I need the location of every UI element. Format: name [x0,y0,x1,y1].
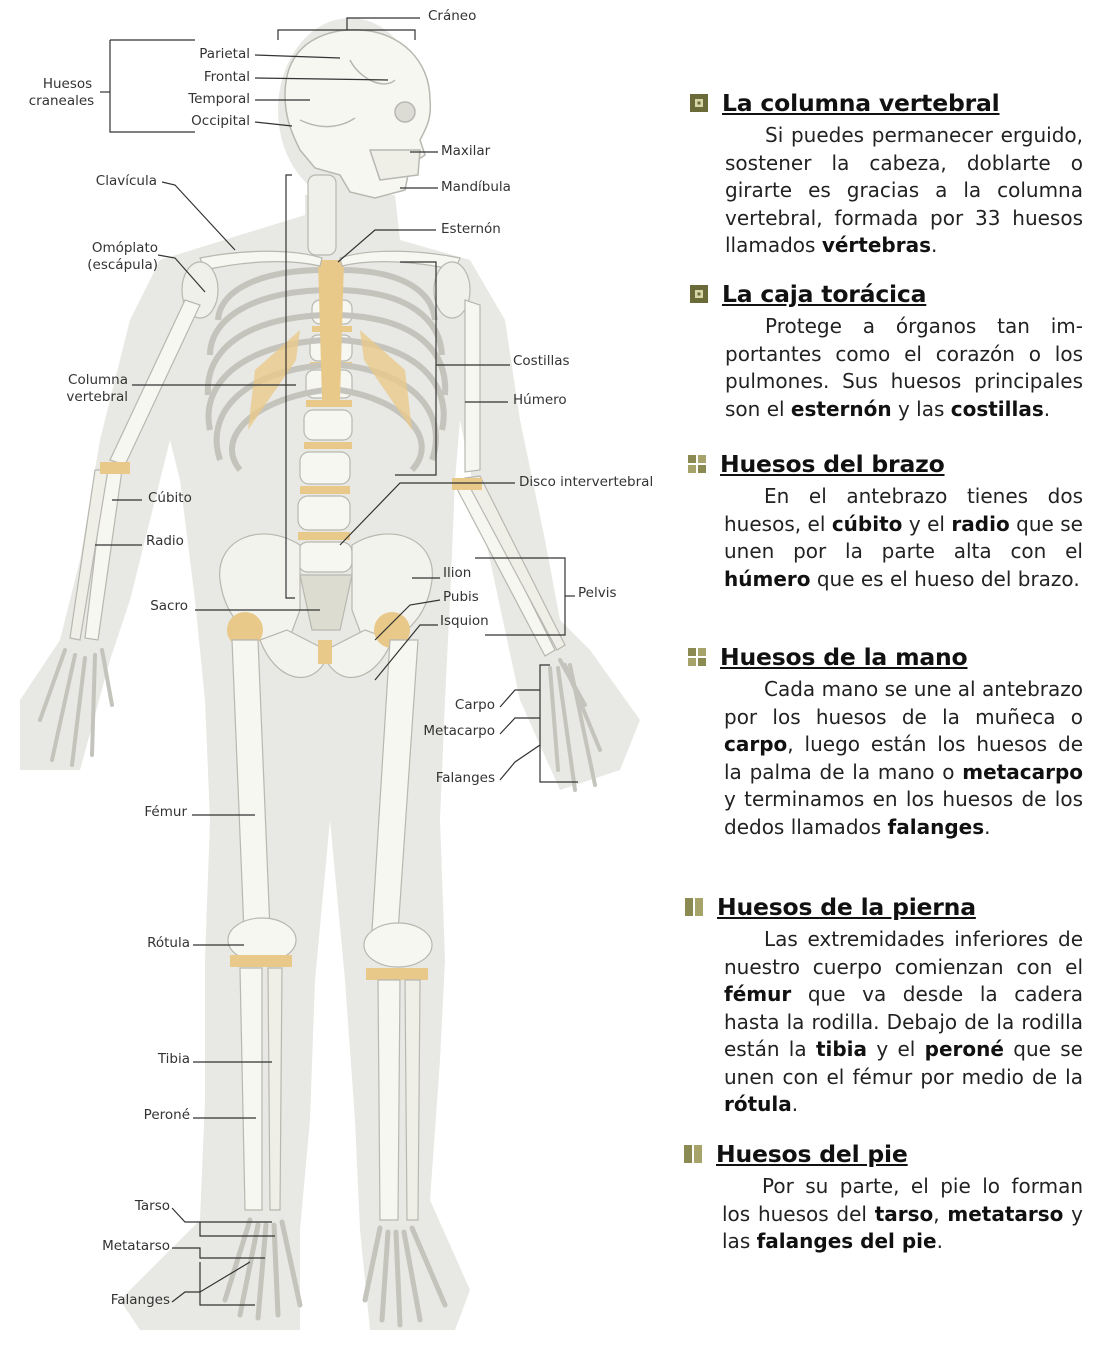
label-parietal: Parietal [199,46,250,62]
four-square-bullet-icon [688,455,706,473]
body-text: . [931,233,938,257]
section-body [725,313,1083,423]
bold-term: tarso [874,1201,934,1226]
section-columna-vertebral [690,88,1083,260]
two-bar-bullet-icon [685,898,703,916]
label-falanges-pie: Falanges [110,1292,170,1308]
label-cubito: Cúbito [148,490,192,506]
label-tibia: Tibia [157,1051,190,1067]
body-text: Las extremidades inferiores de nuestro cuerpo comienzan con el [724,927,1083,979]
section-body [724,483,1083,593]
label-sacro: Sacro [150,598,188,614]
body-text: que se unen con el fémur por medio de la [724,1037,1083,1089]
bold-term: falanges del pie [756,1229,937,1253]
bold-term: metacarpo [962,759,1083,784]
label-metacarpo: Metacarpo [423,723,495,739]
label-disco-intervertebral: Disco intervertebral [519,474,654,490]
two-bar-bullet-icon [684,1145,702,1163]
body-text: , luego están los huesos de la palma de la mano o [724,732,1083,784]
bold-term: falanges [887,814,985,839]
label-clavicula: Clavícula [95,173,157,189]
section-title: Huesos del pie [716,1140,908,1168]
label-carpo: Carpo [454,697,495,713]
section-huesos-pierna [685,892,1083,1119]
section-caja-toracica [690,279,1083,423]
label-temporal: Temporal [188,91,250,107]
body-text: y el [867,1037,925,1061]
bold-term: radio [951,511,1010,536]
body-text: . [936,1229,943,1253]
bold-term: húmero [724,566,811,591]
section-title: La caja torácica [722,280,927,308]
bold-term: carpo [724,732,788,756]
section-body [724,926,1083,1119]
section-title: Huesos de la pierna [717,893,976,921]
label-costillas: Costillas [513,353,570,369]
section-body [722,1173,1083,1256]
square-bullet-dot-icon [690,94,708,112]
bold-term: costillas [950,396,1044,421]
label-femur: Fémur [144,804,187,820]
label-isquion: Isquion [440,613,489,629]
section-title: La columna vertebral [722,89,1000,117]
body-text: y el [902,511,952,536]
section-body [724,676,1083,841]
label-rotula: Rótula [147,935,190,951]
body-text: que es el hueso del brazo. [810,566,1080,591]
label-ilion: Ilion [443,565,472,581]
label-metatarso: Metatarso [102,1238,170,1254]
four-square-bullet-icon [688,648,706,666]
square-bullet-dot-icon [690,285,708,303]
bold-term: peroné [924,1037,1004,1061]
label-radio: Radio [146,533,184,549]
label-humero: Húmero [513,392,567,408]
body-text: Si puedes permanecer erguido, sostener la cabeza, doblarte o girarte es gracias a la columna vertebral, formada por 33 huesos llamados [725,123,1083,257]
label-columna-1: Columna [68,372,128,388]
body-text: . [984,814,991,839]
body-text: Por su parte, el pie lo forman los huesos del [722,1174,1083,1226]
label-occipital: Occipital [191,113,250,129]
bold-term: fémur [724,982,792,1006]
body-text: . [791,1092,799,1116]
label-esternon: Esternón [441,221,501,237]
label-huesos-craneales-2: craneales [28,93,95,109]
section-huesos-pie [684,1139,1083,1256]
body-text: En el antebrazo tienes dos huesos, el [724,484,1083,536]
label-perone: Peroné [143,1107,190,1123]
bold-term: vértebras [821,233,931,257]
text-panel [680,0,1112,1356]
section-title: Huesos del brazo [720,450,945,478]
bold-term: cúbito [831,511,903,536]
label-maxilar: Maxilar [441,143,491,159]
section-title: Huesos de la mano [720,643,968,671]
section-huesos-brazo [688,449,1083,593]
label-columna-2: vertebral [66,389,128,405]
section-body [725,122,1083,260]
body-text: . [1043,396,1051,421]
label-frontal: Frontal [203,69,250,85]
bold-term: metatarso [947,1201,1064,1226]
label-falanges-mano: Falanges [435,770,495,786]
label-omoplato-1: Omóplato [91,240,158,256]
section-huesos-mano [688,642,1083,841]
bold-term: tibia [815,1037,868,1061]
body-text: y terminamos en los huesos de los dedos llamados [724,787,1083,839]
bold-term: esternón [790,396,892,421]
label-pubis: Pubis [443,589,479,605]
body-text: Cada mano se une al antebrazo por los huesos de la muñeca o [724,677,1083,729]
label-tarso: Tarso [134,1198,170,1214]
body-text: Protege a órganos tan im-portantes como el corazón o los pulmones. Sus huesos principales son el [725,314,1083,421]
body-text: , [933,1201,948,1226]
body-text: que va desde la cadera hasta la rodilla. Debajo de la rodilla están la [724,982,1083,1061]
label-craneo: Cráneo [428,8,477,24]
bold-term: rótula [724,1092,792,1116]
label-huesos-craneales-1: Huesos [42,76,93,92]
body-text: y las [891,396,951,421]
label-omoplato-2: (escápula) [87,257,158,273]
body-text: que se unen por la parte alta con el [724,511,1083,563]
label-pelvis: Pelvis [578,585,617,601]
label-mandibula: Mandíbula [441,179,511,195]
body-text: y las [722,1201,1083,1253]
